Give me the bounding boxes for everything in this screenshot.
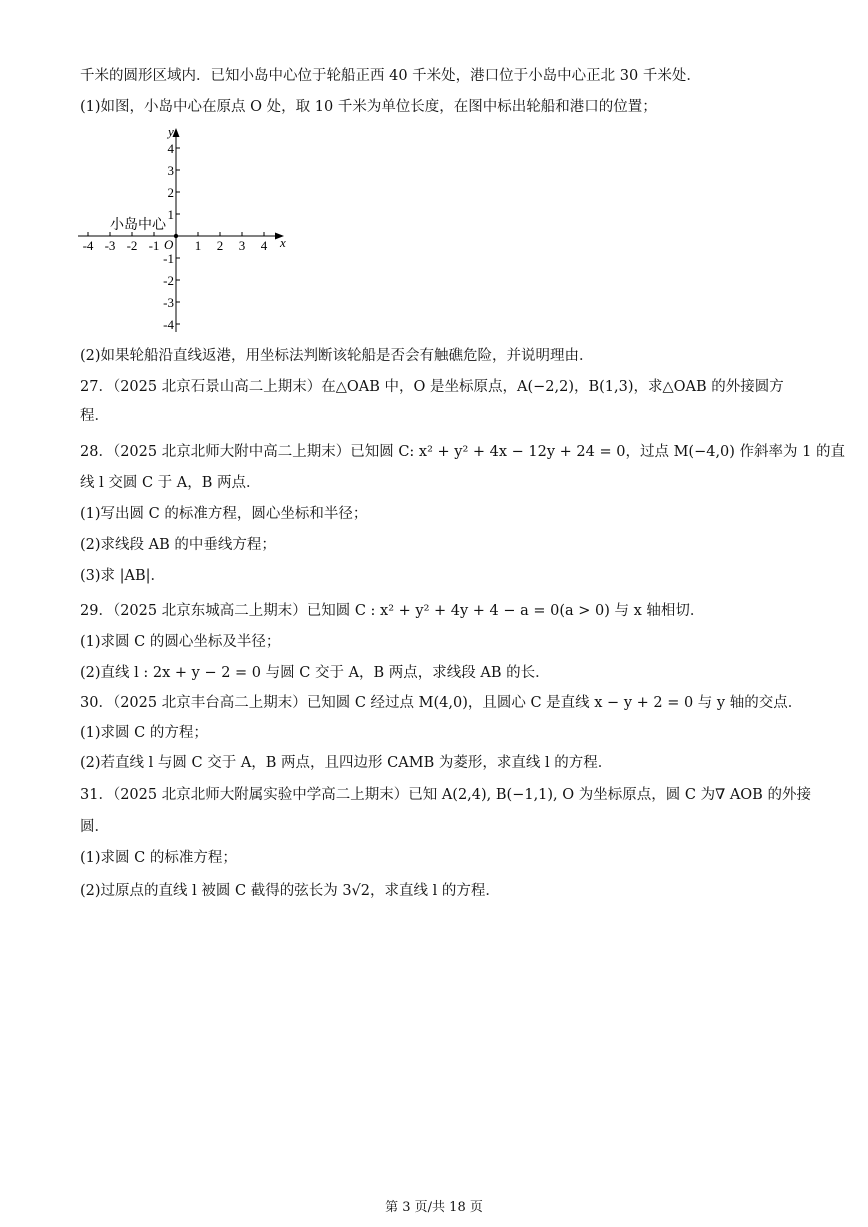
- origin-label: O: [164, 237, 174, 252]
- problem-30-q1: (1)求圆 C 的方程；: [80, 725, 208, 741]
- problem-30-q2: (2)若直线 l 与圆 C 交于 A，B 两点，且四边形 CAMB 为菱形，求直线 l 的方程．: [80, 755, 613, 771]
- x-tick-label: 3: [238, 238, 246, 253]
- problem-28-line-1: 28．（2025 北京北师大附中高二上期末）已知圆 C: x² + y² + 4x − 12y + 24 = 0，过点 M(−4,0) 作斜率为 1 的直: [80, 444, 845, 460]
- x-tick-label: -4: [82, 238, 94, 253]
- problem-27-line-2: 程．: [80, 408, 109, 424]
- problem-28-q1: (1)写出圆 C 的标准方程，圆心坐标和半径；: [80, 506, 368, 522]
- problem-29-q1: (1)求圆 C 的圆心坐标及半径；: [80, 634, 281, 650]
- problem-29-q2: (2)直线 l : 2x + y − 2 = 0 与圆 C 交于 A，B 两点，求线段 AB 的长．: [80, 665, 550, 681]
- x-tick-label: 2: [216, 238, 224, 253]
- x-tick-label: 1: [194, 238, 202, 253]
- y-tick-label: 1: [167, 207, 174, 222]
- problem-30-line-1: 30．（2025 北京丰台高二上期末）已知圆 C 经过点 M(4,0)，且圆心 C 是直线 x − y + 2 = 0 与 y 轴的交点．: [80, 695, 803, 711]
- question-1-text: (1)如图，小岛中心在原点 O 处，取 10 千米为单位长度，在图中标出轮船和港口的位置；: [80, 99, 657, 115]
- coordinate-figure: [70, 122, 310, 342]
- problem-28-q2: (2)求线段 AB 的中垂线方程；: [80, 537, 276, 553]
- y-tick-label: -2: [163, 273, 174, 288]
- island-center-point: [174, 234, 178, 238]
- y-tick-label: 2: [167, 185, 174, 200]
- problem-28-q3: (3)求 |AB|．: [80, 568, 166, 584]
- y-tick-label: 3: [167, 163, 174, 178]
- y-tick-label: -3: [163, 295, 174, 310]
- problem-31-q1: (1)求圆 C 的标准方程；: [80, 850, 237, 866]
- intro-text-line: 千米的圆形区域内．已知小岛中心位于轮船正西 40 千米处，港口位于小岛中心正北 30 千米处．: [80, 68, 701, 84]
- y-tick-label: 4: [167, 141, 174, 156]
- problem-31-q2: (2)过原点的直线 l 被圆 C 截得的弦长为 3√2，求直线 l 的方程．: [80, 883, 500, 899]
- x-axis-label: x: [280, 235, 286, 250]
- question-2-text: (2)如果轮船沿直线返港，用坐标法判断该轮船是否会有触礁危险，并说明理由．: [80, 348, 594, 364]
- problem-27-line-1: 27．（2025 北京石景山高二上期末）在△OAB 中，O 是坐标原点，A(−2,2)，B(1,3)，求△OAB 的外接圆方: [80, 379, 784, 395]
- y-tick-label: -1: [163, 251, 174, 266]
- y-axis-label: y: [168, 124, 174, 139]
- y-tick-label: -4: [163, 317, 174, 332]
- problem-31-line-1: 31．（2025 北京北师大附属实验中学高二上期末）已知 A(2,4), B(−1,1), O 为坐标原点，圆 C 为∇ AOB 的外接: [80, 787, 811, 803]
- x-tick-label: -3: [104, 238, 116, 253]
- problem-28-line-2: 线 l 交圆 C 于 A，B 两点．: [80, 475, 261, 491]
- x-tick-label: 4: [260, 238, 268, 253]
- x-tick-label: -1: [148, 238, 160, 253]
- problem-31-line-2: 圆．: [80, 819, 109, 835]
- page-number-footer: 第 3 页/共 18 页: [385, 1200, 483, 1215]
- island-center-label: 小岛中心: [110, 218, 166, 233]
- problem-29-line-1: 29．（2025 北京东城高二上期末）已知圆 C : x² + y² + 4y + 4 − a = 0(a > 0) 与 x 轴相切．: [80, 603, 705, 619]
- x-tick-label: -2: [126, 238, 138, 253]
